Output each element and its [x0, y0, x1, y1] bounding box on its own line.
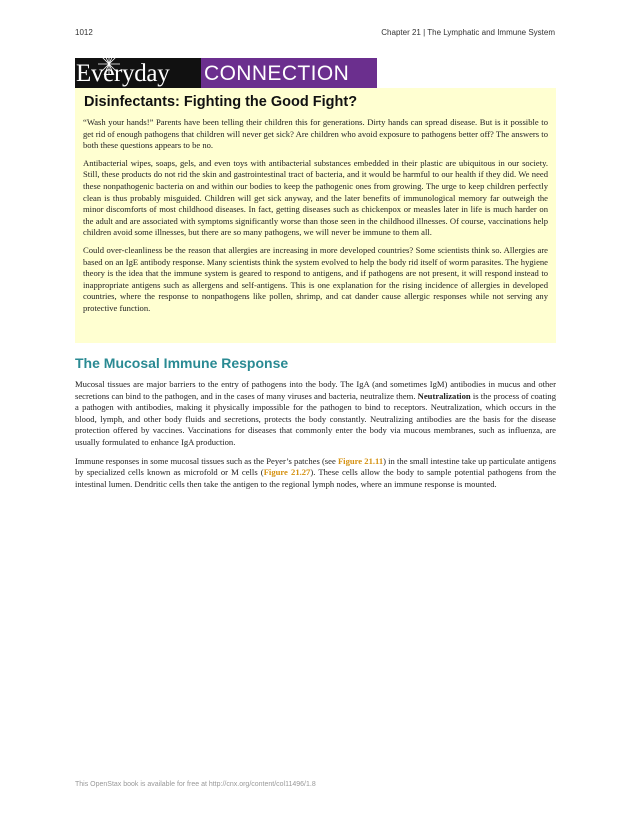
- body-paragraph-1: [75, 379, 556, 449]
- body-text: ) in the small intestine take up particulate antigens by specialized cells known as microfold or M cells (: [75, 455, 556, 478]
- body-text: Mucosal tissues are major barriers to the entry of pathogens into the body. The IgA (and sometimes IgM) antibodies in mucus and other secretions can bind to the pathogen, and in the cases of many viruses and bacteria, neutralize them.: [75, 379, 556, 401]
- figure-link-21-27[interactable]: Figure 21.27: [263, 467, 311, 478]
- feature-paragraph-2: Antibacterial wipes, soaps, gels, and even toys with antibacterial substances embedded in their plastic are ubiquitous in our society. Still, these products do not rid the skin and gastrointestinal tract of bacteria, and it would be harmful to our health if they did. We need these nonpathogenic bacteria on and within our bodies to keep the pathogenic ones from growing. The urge to keep children perfectly clean is thus probably misguided. Children will get sick anyway, and the later benefits of immunological memory far outweigh the minor discomforts of most childhood diseases. In fact, getting diseases such as chickenpox or measles later in life is much harder on the adult and are associated with symptoms significantly worse than those seen in the childhood illnesses. Of course, vaccinations help children avoid some illnesses, but there are so many pathogens, we will never be immune to them all.: [83, 157, 548, 238]
- body-text: Immune responses in some mucosal tissues such as the Peyer’s patches (see: [75, 455, 338, 466]
- page-number: 1012: [75, 28, 93, 37]
- feature-title: Disinfectants: Fighting the Good Fight?: [84, 94, 358, 110]
- page-footer: This OpenStax book is available for free at http://cnx.org/content/col11496/1.8: [75, 781, 316, 788]
- banner-left: [75, 58, 201, 88]
- section-body: [75, 379, 556, 497]
- body-paragraph-2: [75, 456, 556, 491]
- feature-paragraph-3: Could over-cleanliness be the reason that allergies are increasing in more developed countries? Some scientists think so. Allergies are based on an IgE antibody response. Many scientists think the system evolved to help the body rid itself of worm parasites. The hygiene theory is the idea that the immune system is geared to respond to antigens, and if pathogens are not present, it will respond instead to inappropriate antigens such as allergens and self-antigens. This is one explanation for the rising incidence of allergies in developed countries, where the response to nonpathogens like pollen, shrimp, and cat dander cause allergic responses while not serving any protective function.: [83, 244, 548, 313]
- page-header: [75, 28, 555, 40]
- everyday-connection-banner: [75, 58, 377, 88]
- chapter-title: Chapter 21 | The Lymphatic and Immune System: [381, 28, 555, 37]
- banner-word-everyday: Everyday: [76, 60, 170, 87]
- body-text: is the process of coating a pathogen with antibodies, making it physically impossible for the pathogen to bind to receptors. Neutralization, which occurs in the blood, lymph, and other body fluids and secretions, protects the body constantly. Neutralizing antibodies are the basis for the disease protection offered by vaccines. Vaccinations for diseases that commonly enter the body via mucous membranes, such as influenza, are usually formulated to enhance IgA production.: [75, 390, 556, 447]
- key-term-neutralization: Neutralization: [417, 390, 471, 401]
- banner-word-connection: CONNECTION: [201, 58, 377, 88]
- body-text: ). These cells allow the body to sample potential pathogens from the intestinal lumen. Dendritic cells then take the antigen to the regional lymph nodes, where an immune response is mounted.: [75, 467, 557, 489]
- feature-paragraph-1: “Wash your hands!” Parents have been telling their children this for generations. Dirty hands can spread disease. But is it possible to get rid of enough pathogens that children will never get sick? Are children who avoid exposure to pathogens better off? The answers to both these questions appears to be no.: [83, 117, 548, 151]
- section-title: The Mucosal Immune Response: [75, 355, 289, 371]
- feature-box: [75, 88, 556, 343]
- figure-link-21-11[interactable]: Figure 21.11: [337, 455, 384, 466]
